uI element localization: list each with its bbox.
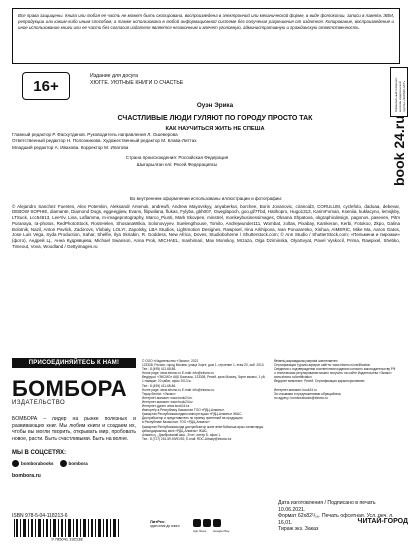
- android-icon: [213, 519, 221, 527]
- isbn: ISBN 978-5-04-118213-6: [12, 513, 68, 519]
- illustration-credit-list: © Alejandro Sanchez Fuentes, Alex Potemkin, Aleksandr Arsenuk, andrewfi, Andrew Mayovskyy, anyaberkut, borchee, Boris Jovanovic, ciranoid3, CORULUM, cyclefoto, dadoaa, debevar, DEBOW SOPHIE, diamante, Diamond Dogs, eggeegjiew, Evans, filipwilana, flukas, Fylyba, gbh007, Gweglapoch, goo.gl/7Tbd, Hatihopro, Hugo1313, KarimFoman, Kseniia, kuklacyno, lemsjkby, LTSuck, Lcc54613, LeeYiv, Lina, Laflamma, m-imageprotography, Marco_Piunti, Mark Skovpen, minstrel, monkeybusinessimages, Oksana Shpatova, okgraphicdesign, pagonos, paseven, Pitm Puranaya, ra-photos, RedPhotoStock, RossHelen, ShosanaWikia, Solonovyyev, Suelengthouse, Tomilo, Andrejwunder111, Wombat, zoltas, Pixabay, Kamkeran, Kerbi, Fotokoo, Zkpo, Galina Bolotnik, Nazil, Anton Pavlick, Zadorovs, Vlobaly, LOLYI, Zapolsky, LBA Studios, Lightmotion Designes, Rawpixel, Irina Arkhipova, Ivan Ponoarenko, Xinhua, AIMERIC, Mike Ma, Aaron Gatos, Jose Luis Vega, Syda Production, Sahar, Shelfie, Ilya Skriabin, R. Goddess, New Africa, Doves, Studioboheme / Shutterstock.com; © Ann Studio / ShutterStock.com; «Пельмени и пирожки» (фото), Андрей Ц., Анна Кудрявцева, Michael Swanson, Anna Prok, MICHAEL, mashimari, Max Monskoy, Mrzaza, Olga Dziminska, OlyaSvyat, Pavel Vyskocil, Prima, Rawpixel, Shebko, Timeout, Vova, Woodland / Gettyimages.ru: [12, 203, 400, 249]
- author-name: Оуэн Эрика: [196, 102, 234, 109]
- vertical-store-mark: [390, 67, 408, 189]
- book-imprint-page: [12, 8, 408, 544]
- publisher-website[interactable]: bombora.ru: [12, 473, 41, 479]
- book-subtitle: КАК НАУЧИТЬСЯ ЖИТЬ НЕ СПЕША: [165, 126, 265, 132]
- bombora-logo: БОМБОРА: [12, 376, 127, 401]
- join-banner: ПРИСОЕДИНЯЙТЕСЬ К НАМ!: [12, 358, 136, 368]
- social-heading: МЫ В СОЦСЕТЯХ:: [12, 450, 67, 456]
- chitai-gorod-logo: ЧИТАЙ-ГОРОД: [357, 518, 408, 525]
- vk-icon: [12, 460, 19, 467]
- credit-line: Ответственный редактор Н. Полозникова. Художественный редактор М. Клава-Литтах: [12, 138, 197, 144]
- app-store-label: App Store: [193, 529, 207, 533]
- instagram-icon: [60, 460, 67, 467]
- publisher-description: БОМБОРА – лидер на рынке полезных и развивающих книг. Мы любим книги и создаем их, чтобы вы могли творить, открывать мир, пробовать новое, расти. Быть счастливыми. Быть на волне.: [12, 416, 136, 442]
- illustration-credits: [12, 196, 400, 249]
- series-name: ХЮГГЕ. УЮТНЫЕ КНИГИ О СЧАСТЬЕ: [90, 80, 184, 86]
- origin-country: Страна происхождения: Российская Федерация: [125, 155, 229, 161]
- illustrations-heading: Во внутреннем оформлении использованы иллюстрации и фотографии:: [129, 196, 283, 201]
- app-store-icon: [193, 519, 201, 527]
- google-play-label: Google Play: [213, 529, 230, 533]
- google-play-icon: [203, 519, 211, 527]
- book24-vertical-text: book 24.ru: [391, 115, 407, 187]
- edition-type: Издание для досуга: [90, 73, 139, 79]
- credit-line: Главный редактор Р. Фасхутдинов. Руководитель направления Л. Ошеверова: [12, 132, 178, 137]
- litres-label: ЛитРес:: [150, 519, 166, 524]
- social-link-instagram[interactable]: bombora: [60, 460, 88, 467]
- imprint-columns: [142, 359, 400, 463]
- publisher-promo-block: [12, 358, 136, 520]
- imprint-right: Өнімнің жарамдылық мерзімі шектелмеген. Сертификация туралы ақпарат сайтта: www.eksmo.ru/certification Сведения о подтверждении соответствия издания согласно законодательству РФ о техническом регулировании можно получить на сайте Издательства «Эксмо» www.eksmo.ru/certification Өндірген мемлекет: Ресей. Сертификация қарастырылмаған Интернет-магазин: book24.ru За отзывами и предложениями обращайтесь по адресу: bomborabooks@eksmo.ru: [274, 359, 396, 400]
- social-links: [12, 460, 136, 467]
- vertical-box: [390, 67, 408, 117]
- litres-subtitle: один клик до книги: [150, 524, 180, 528]
- credit-line: Младший редактор А. Ивахова. Корректор М. Ипатова: [12, 144, 129, 150]
- barcode: [12, 519, 122, 541]
- book-header: [90, 73, 340, 133]
- vertical-small-text: Официальный интернет-магазин издательской группы «ЭКСМО-АСТ»: [394, 77, 406, 112]
- print-details: Дата изготовления / Подписано в печать 10.06.2021. Формат 62x82¹/₁₆. Печать офсетная. Усл. печ. л. 16,01. Тираж экз. Заказ: [278, 500, 394, 532]
- publisher-label: ИЗДАТЕЛЬСТВО: [12, 400, 66, 406]
- editorial-credits: [12, 132, 342, 168]
- imprint-left: © ООО «Издательство «Эксмо», 2021 123308, Россия, город Москва, улица Зорге, дом 1, строение 1, этаж 20, каб. 2013. Тел.: 8 (495) 411-68-86. Home page: www.eksmo.ru E-mail: info@eksmo.ru Өндіруші: «ЭКСМО» АҚБ Баспасы, 123308, Ресей, қала Мәскеу, Зорге көшесі, 1 үй, 1 ғимарат, 20 қабат, офис 2013 ж. Тел.: 8 (495) 411-68-86. Home page: www.eksmo.ru E-mail: info@eksmo.ru. Тауар белгісі: «Эксмо» Интернет-магазин: www.book24.ru Интернет-магазин: www.book24.kz Интернет-дүкен: www.book24.kz Импортёр в Республику Казахстан ТОО «РДЦ-Алматы». Қазақстан Республикасындағы импорттаушы «РДЦ-Алматы» ЖШС. Дистрибьютор и представитель по приему претензий на продукцию, в Республике Казахстан: ТОО «РДЦ-Алматы» Қазақстан Республикасында дистрибьютор және өнім бойынша арыз-талаптарды қабылдаушының өкілі «РДЦ-Алматы» ЖШС, Алматы қ., Домбровский көш., 3«а», литер Б, офис 1. Тел.: 8 (727) 251-59-90/91/92; E-mail: RDC-Almaty@eksmo.kz: [142, 359, 266, 441]
- store-icons: [150, 518, 238, 538]
- age-rating-badge: 16+: [22, 72, 70, 100]
- social-link-vk[interactable]: bomborabooks: [12, 460, 54, 467]
- origin-country-kazakh: Шығарылған елі: Ресей Федерациясы: [136, 161, 218, 167]
- barcode-number: 9 785041 192138: [51, 536, 83, 541]
- book-title: СЧАСТЛИВЫЕ ЛЮДИ ГУЛЯЮТ ПО ГОРОДУ ПРОСТО ТАК: [117, 115, 313, 122]
- copyright-notice: Все права защищены. Книга или любая ее часть не может быть скопирована, воспроизведена в электронной или механической форме, в виде фотокопии, записи в память ЭВМ, репродукции или каким-либо иным способом, а также использована в любой информационной системе без получения разрешения от издателя. Копирование, воспроизведение и иное использование книги или ее части без согласия издателя является незаконным и влечет уголовную, административную и гражданскую ответственность.: [12, 8, 400, 64]
